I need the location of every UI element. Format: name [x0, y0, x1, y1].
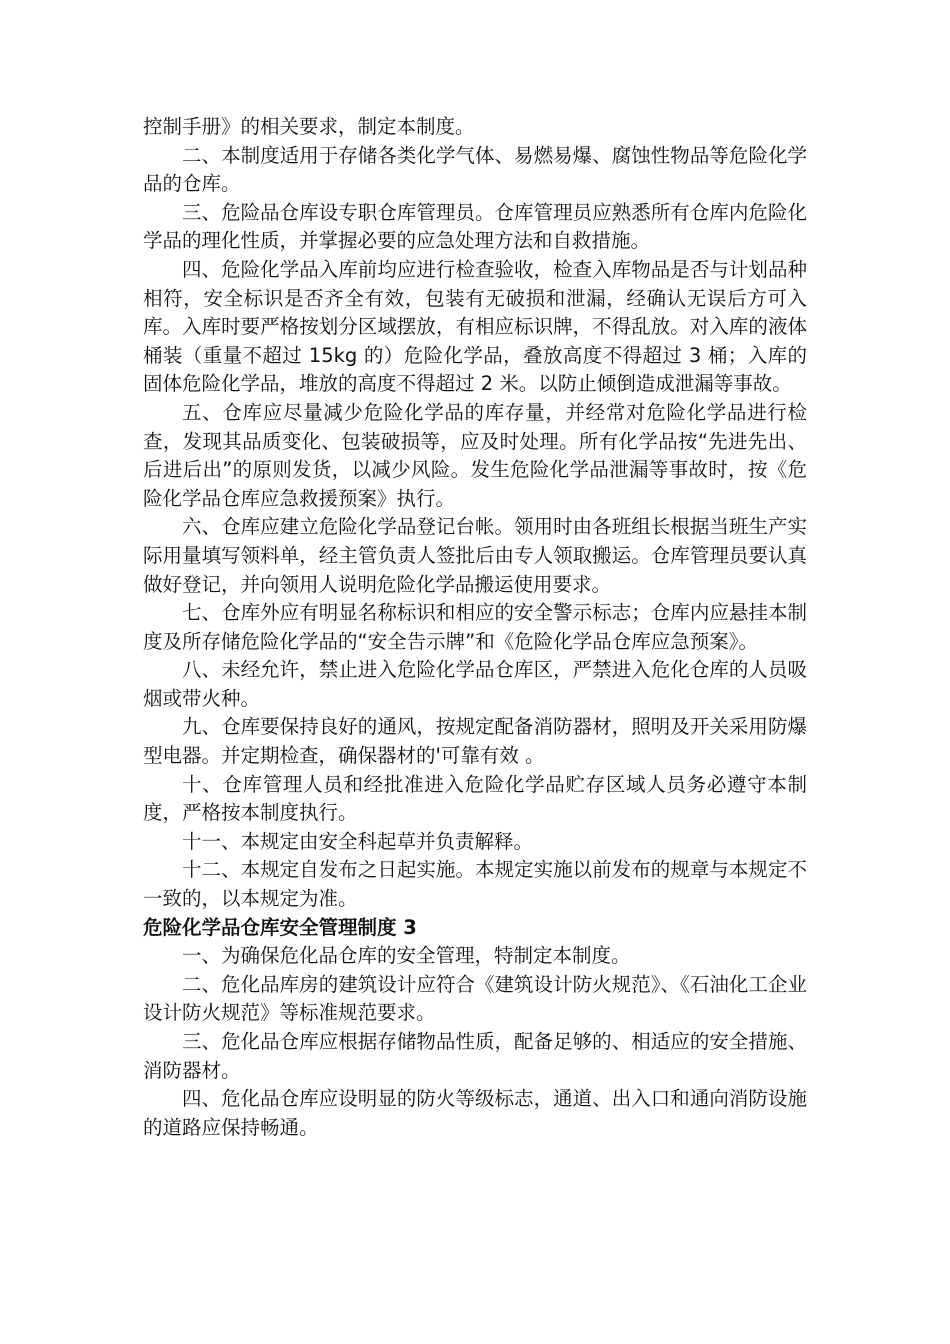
- clause-paragraph: 六、仓库应建立危险化学品登记台帐。领用时由各班组长根据当班生产实际用量填写领料单，经主管负责人签批后由专人领取搬运。仓库管理员要认真做好登记，并向领用人说明危险化学品搬运使用要求。: [143, 515, 807, 596]
- clause-paragraph: 二、危化品库房的建筑设计应符合《建筑设计防火规范》、《石油化工企业设计防火规范》等标准规范要求。: [143, 972, 807, 1025]
- clause-paragraph: 三、危险品仓库设专职仓库管理员。仓库管理员应熟悉所有仓库内危险化学品的理化性质，并掌握必要的应急处理方法和自救措施。: [143, 200, 807, 253]
- clause-paragraph: 八、未经允许，禁止进入危险化学品仓库区，严禁进入危化仓库的人员吸烟或带火种。: [143, 658, 807, 710]
- section-heading: 危险化学品仓库安全管理制度 3: [143, 915, 417, 939]
- clause-paragraph: 五、仓库应尽量减少危险化学品的库存量，并经常对危险化学品进行检查，发现其品质变化、包装破损等，应及时处理。所有化学品按“先进先出、后进后出”的原则发货，以减少风险。发生危险化学品泄漏等事故时，按《危险化学品仓库应急救援预案》执行。: [143, 400, 807, 510]
- clause-paragraph: 四、危化品仓库应设明显的防火等级标志，通道、出入口和通向消防设施的道路应保持畅通。: [143, 1087, 807, 1139]
- clause-paragraph: 七、仓库外应有明显名称标识和相应的安全警示标志；仓库内应悬挂本制度及所存储危险化学品的“安全告示牌”和《危险化学品仓库应急预案》。: [143, 601, 807, 653]
- clause-paragraph: 二、本制度适用于存储各类化学气体、易燃易爆、腐蚀性物品等危险化学品的仓库。: [143, 143, 807, 196]
- clause-paragraph: 四、危险化学品入库前均应进行检查验收，检查入库物品是否与计划品种相符，安全标识是否齐全有效，包装有无破损和泄漏，经确认无误后方可入库。入库时要严格按划分区域摆放，有相应标识牌，不得乱放。对入库的液体桶装（重量不超过 15kg 的）危险化学品，叠放高度不得超过 3 桶；入库的固体危险化学品，堆放的高度不得超过 2 米。以防止倾倒造成泄漏等事故。: [143, 257, 807, 396]
- clause-paragraph: 三、危化品仓库应根据存储物品性质，配备足够的、相适应的安全措施、消防器材。: [143, 1030, 807, 1082]
- clause-paragraph: 十一、本规定由安全科起草并负责解释。: [182, 829, 534, 853]
- clause-paragraph: 十、仓库管理人员和经批准进入危险化学品贮存区域人员务必遵守本制度，严格按本制度执行。: [143, 772, 807, 825]
- continuation-paragraph: 控制手册》的相关要求，制定本制度。: [143, 115, 475, 138]
- clause-paragraph: 十二、本规定自发布之日起实施。本规定实施以前发布的规章与本规定不一致的，以本规定为准。: [143, 858, 807, 911]
- clause-paragraph: 一、为确保危化品仓库的安全管理，特制定本制度。: [182, 944, 631, 968]
- document-page: [143, 113, 807, 1142]
- clause-paragraph: 九、仓库要保持良好的通风，按规定配备消防器材，照明及开关采用防爆型电器。并定期检查，确保器材的'可靠有效 。: [143, 715, 807, 768]
